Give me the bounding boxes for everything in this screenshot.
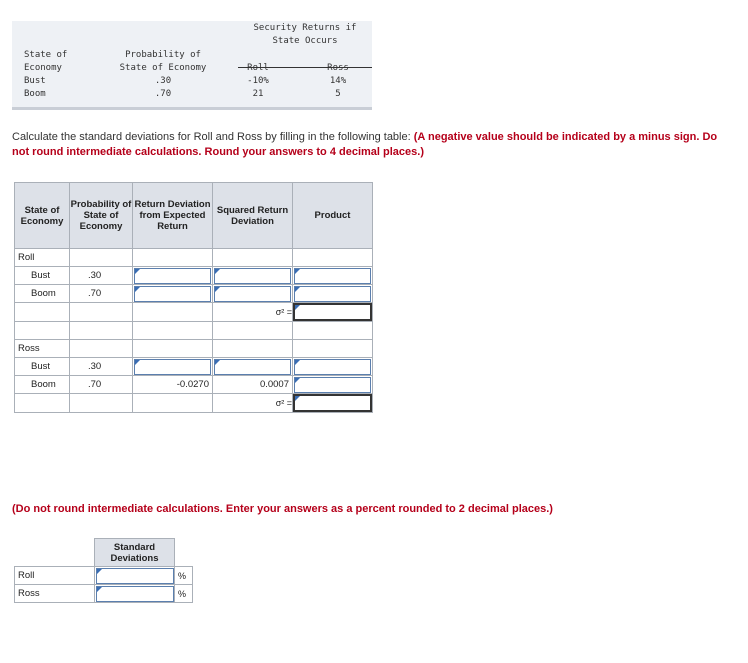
- standard-deviation-table: [14, 538, 193, 603]
- section-label-ross: Ross: [15, 340, 70, 358]
- section-label-roll: Roll: [15, 249, 70, 267]
- given-row-prob: .30: [154, 76, 172, 86]
- th-state: State of Economy: [15, 183, 70, 249]
- sd-row-label: Ross: [15, 585, 95, 603]
- roll-bust-squared-input[interactable]: [214, 268, 291, 284]
- row-prob: .30: [70, 358, 133, 376]
- instruction-red: (A negative value should be indicated by a minus sign. Do not round intermediate calculations. Round your answers to 4 decimal places.): [12, 131, 718, 158]
- given-row-ross: 14%: [329, 76, 347, 86]
- ross-boom-product-input[interactable]: [294, 377, 371, 393]
- ross-sd-input[interactable]: [96, 586, 174, 602]
- col-roll: Roll: [247, 63, 269, 73]
- row-state: Boom: [15, 376, 70, 394]
- roll-bust-deviation-input[interactable]: [134, 268, 211, 284]
- ross-bust-squared-input[interactable]: [214, 359, 291, 375]
- given-row-roll: -10%: [247, 76, 269, 86]
- col-prob-line1: Probability of: [125, 50, 201, 60]
- roll-sd-input[interactable]: [96, 568, 174, 584]
- given-row-state: Boom: [24, 89, 46, 99]
- row-state: Boom: [15, 285, 70, 303]
- table-bottom-rule: [12, 107, 372, 110]
- given-row-state: Bust: [24, 76, 46, 86]
- ross-boom-deviation-value: -0.0270: [133, 376, 213, 394]
- ross-bust-deviation-input[interactable]: [134, 359, 211, 375]
- row-state: Bust: [15, 267, 70, 285]
- row-prob: .30: [70, 267, 133, 285]
- percent-sign: %: [175, 585, 193, 603]
- th-product: Product: [293, 183, 373, 249]
- col-ross: Ross: [327, 63, 349, 73]
- roll-variance-input[interactable]: [293, 303, 372, 321]
- header-security-returns: Security Returns if: [253, 23, 357, 33]
- instruction-text: [12, 130, 730, 160]
- th-standard-deviations: Standard Deviations: [95, 539, 175, 567]
- roll-bust-product-input[interactable]: [294, 268, 371, 284]
- given-data-table: [12, 21, 372, 109]
- roll-boom-squared-input[interactable]: [214, 286, 291, 302]
- col-state-line2: Economy: [24, 63, 62, 73]
- ross-boom-squared-value: 0.0007: [213, 376, 293, 394]
- row-state: Bust: [15, 358, 70, 376]
- instruction2-text: (Do not round intermediate calculations. Enter your answers as a percent rounded to 2 decimal places.): [12, 503, 553, 515]
- roll-boom-product-input[interactable]: [294, 286, 371, 302]
- roll-variance-label: σ² =: [213, 303, 293, 322]
- ross-bust-product-input[interactable]: [294, 359, 371, 375]
- instruction-plain: Calculate the standard deviations for Roll and Ross by filling in the following table:: [12, 131, 414, 143]
- ross-variance-input[interactable]: [293, 394, 372, 412]
- given-row-ross: 5: [335, 89, 341, 99]
- row-prob: .70: [70, 285, 133, 303]
- given-row-prob: .70: [154, 89, 172, 99]
- row-prob: .70: [70, 376, 133, 394]
- sd-row-label: Roll: [15, 567, 95, 585]
- col-prob-line2: State of Economy: [119, 63, 207, 73]
- th-probability: Probability of State of Economy: [70, 183, 133, 249]
- deviation-table: [14, 182, 373, 413]
- col-state-line1: State of: [24, 50, 68, 60]
- th-return-deviation: Return Deviation from Expected Return: [133, 183, 213, 249]
- th-squared-deviation: Squared Return Deviation: [213, 183, 293, 249]
- given-row-roll: 21: [252, 89, 264, 99]
- percent-sign: %: [175, 567, 193, 585]
- roll-boom-deviation-input[interactable]: [134, 286, 211, 302]
- ross-variance-label: σ² =: [213, 394, 293, 413]
- header-state-occurs: State Occurs: [272, 36, 338, 46]
